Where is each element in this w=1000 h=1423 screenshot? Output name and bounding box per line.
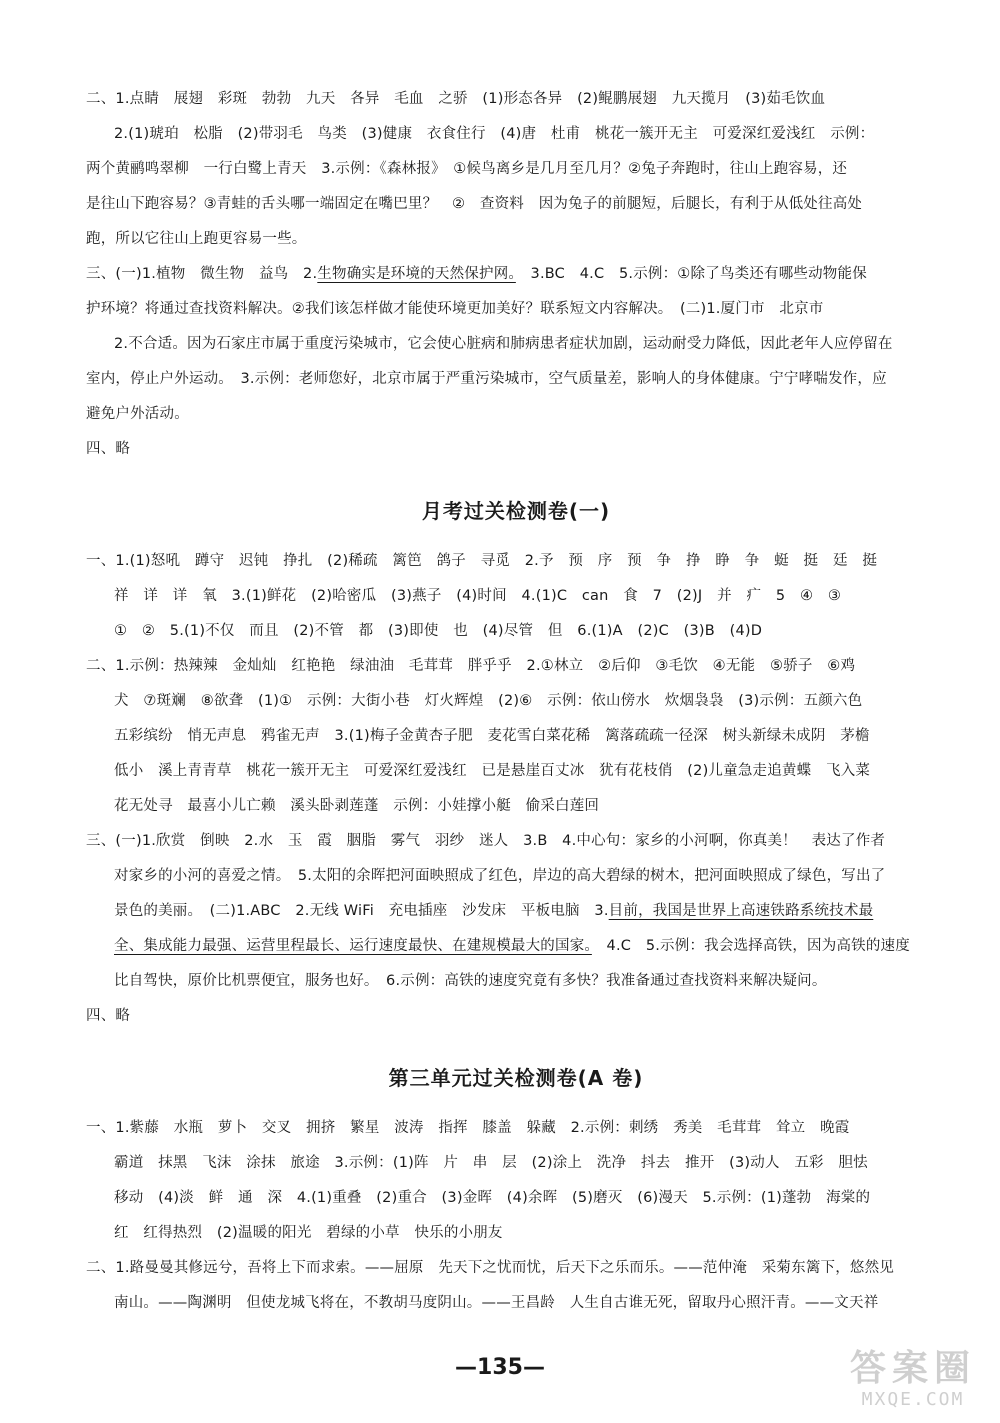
section-si-part2: 四、略	[86, 1008, 131, 1024]
watermark-logo	[838, 1349, 988, 1411]
section-san-part2	[86, 824, 946, 999]
section-yi-part2	[86, 544, 946, 649]
underlined-answer: 全、集成能力最强、运营里程最长、运行速度最快、在建规模最大的国家。	[114, 938, 592, 954]
text-line: 一、1.紫藤 水瓶 萝卜 交叉 拥挤 繁星 波涛 指挥 膝盖 躲藏 2.示例：刺绣 秀美 毛茸茸 耸立 晚霞	[86, 1120, 850, 1136]
text-line: 室内，停止户外运动。 3.示例：老师您好，北京市属于严重污染城市，空气质量差，影响人的身体健康。宁宁哮喘发作，应	[86, 371, 887, 387]
text-fragment: 景色的美丽。 (二)1.ABC 2.无线 WiFi 充电插座 沙发床 平板电脑 3.	[114, 903, 609, 919]
text-line: 花无处寻 最喜小儿亡赖 溪头卧剥莲蓬 示例：小娃撑小艇 偷采白莲回	[114, 798, 600, 814]
section-title: 月考过关检测卷(一)	[421, 499, 611, 523]
text-line: 2.不合适。因为石家庄市属于重度污染城市，它会使心脏病和肺病患者症状加剧，运动耐受力降低，因此老年人应停留在	[114, 336, 893, 352]
section-san-part1	[86, 257, 946, 432]
text-line: 是往山下跑容易？③青蛙的舌头哪一端固定在嘴巴里？ ② 查资料 因为兔子的前腿短，后腿长，有利于从低处往高处	[86, 196, 863, 212]
text-line: 护环境？将通过查找资料解决。②我们该怎样做才能使环境更加美好？联系短文内容解决。 (二)1.厦门市 北京市	[86, 301, 824, 317]
watermark-text: 答案圈	[849, 1348, 976, 1389]
text-line: 两个黄鹂鸣翠柳 一行白鹭上青天 3.示例：《森林报》 ①候鸟离乡是几月至几月？②兔子奔跑时，往山上跑容易，还	[86, 161, 848, 177]
text-line: 二、1.路曼曼其修远兮，吾将上下而求索。——屈原 先天下之忧而忧，后天下之乐而乐。——范仲淹 采菊东篱下，悠然见	[86, 1260, 895, 1276]
text-line: 避免户外活动。	[86, 406, 189, 422]
underlined-answer: 生物确实是环境的天然保护网。	[317, 266, 516, 282]
text-line: 移动 (4)淡 鲜 通 深 4.(1)重叠 (2)重合 (3)金晖 (4)余晖 (5)磨灭 (6)漫天 5.示例：(1)蓬勃 海棠的	[114, 1190, 871, 1206]
text-line: 五彩缤纷 悄无声息 鸦雀无声 3.(1)梅子金黄杏子肥 麦花雪白菜花稀 篱落疏疏一径深 树头新绿未成阴 茅檐	[114, 728, 870, 744]
text-line: 南山。——陶渊明 但使龙城飞将在，不教胡马度阴山。——王昌龄 人生自古谁无死，留取丹心照汗青。——文天祥	[114, 1295, 879, 1311]
text-fragment: 3.BC 4.C 5.示例：①除了鸟类还有哪些动物能保	[515, 266, 867, 282]
text-line: 霸道 抹黑 飞沫 涂抹 旅途 3.示例：(1)阵 片 串 层 (2)涂上 洗净 抖去 推开 (3)动人 五彩 胆怯	[114, 1155, 868, 1171]
text-line: 低小 溪上青青草 桃花一簇开无主 可爱深红爱浅红 已是悬崖百丈冰 犹有花枝俏 (2)儿童急走追黄蝶 飞入菜	[114, 763, 871, 779]
answer-page	[86, 82, 946, 1321]
text-fragment: 三、(一)1.植物 微生物 益鸟 2.	[86, 266, 318, 282]
text-line: 二、1.示例：热辣辣 金灿灿 红艳艳 绿油油 毛茸茸 胖乎乎 2.①林立 ②后仰 ③毛饮 ④无能 ⑤骄子 ⑥鸡	[86, 658, 856, 674]
section-yi-part3	[86, 1111, 946, 1251]
text-line: 一、1.(1)怒吼 蹲守 迟钝 挣扎 (2)稀疏 篱笆 鸽子 寻觅 2.予 预 序 预 争 挣 睁 争 蜓 挺 廷 挺	[86, 553, 878, 569]
underlined-answer: 目前，我国是世界上高速铁路系统技术最	[608, 903, 874, 919]
text-line: 红 红得热烈 (2)温暖的阳光 碧绿的小草 快乐的小朋友	[114, 1225, 503, 1241]
watermark-url: MXQE.COM	[861, 1389, 965, 1410]
text-line: 犬 ⑦斑斓 ⑧欲聋 (1)① 示例：大街小巷 灯火辉煌 (2)⑥ 示例：依山傍水 炊烟袅袅 (3)示例：五颜六色	[114, 693, 863, 709]
section-er-part3	[86, 1251, 946, 1321]
text-line: 跑，所以它往山上跑更容易一些。	[86, 231, 307, 247]
text-line: 对家乡的小河的喜爱之情。 5.太阳的余晖把河面映照成了红色，岸边的高大碧绿的树木，把河面映照成了绿色，写出了	[114, 868, 886, 884]
text-fragment: 4.C 5.示例：我会选择高铁，因为高铁的速度	[591, 938, 910, 954]
text-line	[86, 929, 946, 964]
section-title: 第三单元过关检测卷(A 卷)	[388, 1066, 644, 1090]
text-line	[86, 894, 946, 929]
text-line	[86, 257, 946, 292]
text-line: 祥 详 详 氧 3.(1)鲜花 (2)哈密瓜 (3)燕子 (4)时间 4.(1)C can 食 7 (2)J 并 疒 5 ④ ③	[114, 588, 842, 604]
text-line: ① ② 5.(1)不仅 而且 (2)不管 都 (3)即使 也 (4)尽管 但 6.(1)A (2)C (3)B (4)D	[114, 623, 763, 639]
text-line: 2.(1)琥珀 松脂 (2)带羽毛 鸟类 (3)健康 衣食住行 (4)唐 杜甫 桃花一簇开无主 可爱深红爱浅红 示例：	[114, 126, 875, 142]
text-line: 比自驾快，原价比机票便宜，服务也好。 6.示例：高铁的速度究竟有多快？我准备通过查找资料来解决疑问。	[114, 973, 827, 989]
section-si-part1: 四、略	[86, 441, 131, 457]
section-er-part1	[86, 82, 946, 257]
page-number: —135—	[455, 1355, 545, 1380]
text-line: 二、1.点睛 展翅 彩斑 勃勃 九天 各异 毛血 之骄 (1)形态各异 (2)鲲鹏展翅 九天揽月 (3)茹毛饮血	[86, 91, 826, 107]
text-line: 三、(一)1.欣赏 倒映 2.水 玉 霞 胭脂 雾气 羽纱 迷人 3.B 4.中心句：家乡的小河啊，你真美！ 表达了作者	[86, 833, 886, 849]
section-er-part2	[86, 649, 946, 824]
